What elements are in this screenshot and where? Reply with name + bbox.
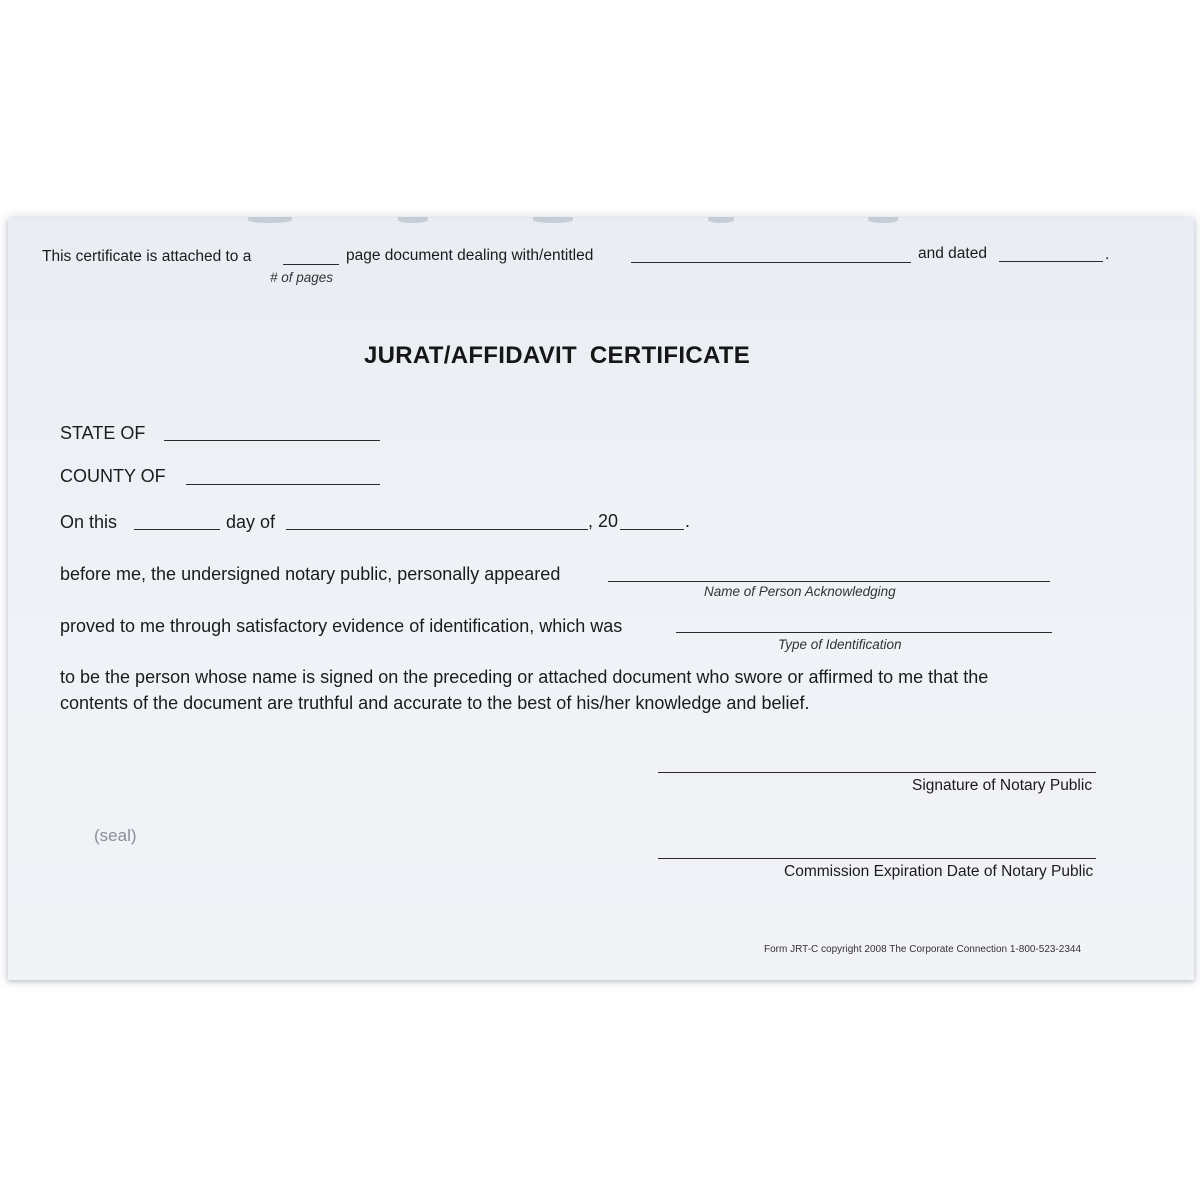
appeared-text: before me, the undersigned notary public, personally appeared <box>60 564 561 584</box>
entitled-blank[interactable] <box>631 262 911 263</box>
attach-dated: and dated <box>918 245 987 262</box>
county-label: COUNTY OF <box>60 466 166 486</box>
signature-blank[interactable] <box>658 772 1096 773</box>
person-name-blank[interactable] <box>608 581 1050 582</box>
top-edge-notch <box>398 217 428 223</box>
seal-label: (seal) <box>94 826 137 845</box>
form-footer: Form JRT-C copyright 2008 The Corporate Connection 1-800-523-2344 <box>764 944 1082 955</box>
top-edge-notch <box>533 217 573 223</box>
year-blank[interactable] <box>620 529 684 530</box>
county-blank[interactable] <box>186 484 380 485</box>
body-line-2: contents of the document are truthful and accurate to the best of his/her knowledge and belief. <box>60 693 810 713</box>
certificate-card <box>8 218 1194 980</box>
body-line-1: to be the person whose name is signed on the preceding or attached document who swore or affirmed to me that the <box>60 667 989 687</box>
attach-prefix: This certificate is attached to a <box>42 248 252 265</box>
on-this-label: On this <box>60 512 118 532</box>
day-of-label: day of <box>226 512 276 532</box>
top-edge-notch <box>708 217 734 223</box>
signature-caption: Signature of Notary Public <box>912 777 1093 794</box>
dated-blank[interactable] <box>999 261 1103 262</box>
month-blank[interactable] <box>286 529 588 530</box>
pages-caption: # of pages <box>270 270 334 285</box>
attach-end: . <box>1105 246 1110 263</box>
commission-caption: Commission Expiration Date of Notary Public <box>784 863 1094 880</box>
year-prefix: , 20 <box>588 511 619 531</box>
date-end: . <box>685 511 691 531</box>
state-blank[interactable] <box>164 440 380 441</box>
commission-blank[interactable] <box>658 858 1096 859</box>
page-title: JURAT/AFFIDAVIT CERTIFICATE <box>364 342 751 369</box>
person-name-caption: Name of Person Acknowledging <box>704 584 896 599</box>
attach-middle: page document dealing with/entitled <box>346 247 594 264</box>
state-label: STATE OF <box>60 423 146 443</box>
pages-blank[interactable] <box>283 264 339 265</box>
proved-text: proved to me through satisfactory evidence of identification, which was <box>60 616 623 636</box>
identification-caption: Type of Identification <box>778 637 902 652</box>
top-edge-notch <box>868 217 898 223</box>
identification-blank[interactable] <box>676 632 1052 633</box>
day-blank[interactable] <box>134 529 220 530</box>
top-edge-notch <box>248 217 292 223</box>
